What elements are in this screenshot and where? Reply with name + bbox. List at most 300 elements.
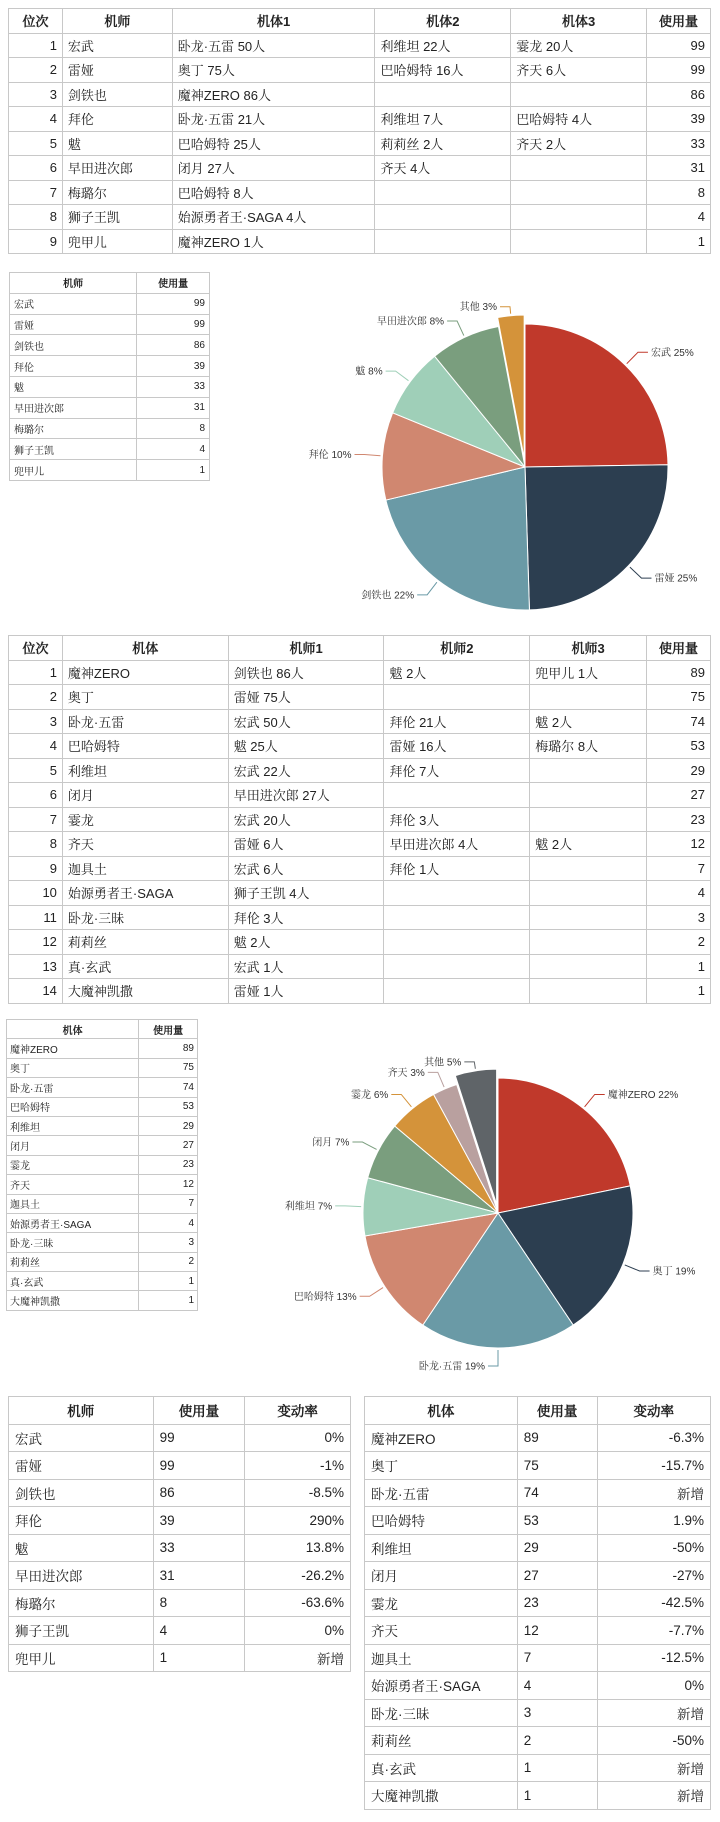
pie-leader-line	[360, 1288, 383, 1297]
table-cell: 99	[647, 58, 711, 83]
table-cell: 齐天 4人	[375, 156, 511, 181]
table-cell: 拜伦	[10, 356, 137, 377]
table-cell: 魔神ZERO 1人	[172, 229, 375, 254]
table-cell: 齐天 2人	[511, 131, 647, 156]
table-row	[365, 1589, 711, 1617]
table-cell: 23	[139, 1155, 198, 1174]
header-cell: 使用量	[153, 1397, 245, 1425]
table-cell: 31	[647, 156, 711, 181]
header-cell: 使用量	[517, 1397, 597, 1425]
header-cell: 机体2	[375, 9, 511, 34]
table-cell: 狮子王凯	[62, 205, 172, 230]
table-cell: -12.5%	[597, 1644, 711, 1672]
table-cell: 27	[647, 783, 711, 808]
table-cell: 39	[647, 107, 711, 132]
table-cell: 剑铁也	[9, 1479, 154, 1507]
pilot-change-table	[8, 1396, 351, 1672]
table-cell: 33	[647, 131, 711, 156]
table-cell: 新增	[597, 1479, 711, 1507]
table-cell: 75	[647, 685, 711, 710]
table-cell: 早田进次郎	[9, 1562, 154, 1590]
table-cell: 利维坦 7人	[375, 107, 511, 132]
table-cell: 迦具土	[365, 1644, 518, 1672]
header-cell: 变动率	[245, 1397, 351, 1425]
header-cell: 机体	[7, 1020, 139, 1039]
table-cell: 魃	[10, 376, 137, 397]
table-cell: 剑铁也 86人	[228, 660, 384, 685]
table-cell: 巴哈姆特 4人	[511, 107, 647, 132]
table-cell: 莉莉丝	[7, 1252, 139, 1271]
table-cell: 2	[9, 685, 63, 710]
pie-slice-label: 其他 5%	[424, 1057, 462, 1069]
table-cell: 4	[153, 1617, 245, 1645]
table-cell: 早田进次郎 27人	[228, 783, 384, 808]
pie-slice-label: 魃 8%	[355, 366, 383, 378]
table-cell: 始源勇者王·SAGA	[7, 1213, 139, 1232]
table-cell: 巴哈姆特 25人	[172, 131, 375, 156]
table-cell: 9	[9, 229, 63, 254]
table-cell: -6.3%	[597, 1424, 711, 1452]
table-row	[365, 1479, 711, 1507]
table-cell: 新增	[245, 1644, 351, 1672]
table-cell: 1	[153, 1644, 245, 1672]
table-row	[365, 1507, 711, 1535]
header-cell: 机师	[10, 273, 137, 294]
header-cell: 使用量	[647, 636, 711, 661]
table-cell: 5	[9, 758, 63, 783]
table-row	[365, 1754, 711, 1782]
table-cell: 4	[9, 734, 63, 759]
table-cell: 75	[139, 1058, 198, 1077]
table-cell: 霎龙	[7, 1155, 139, 1174]
header-cell: 机师	[9, 1397, 154, 1425]
table-cell: 6	[9, 783, 63, 808]
table-cell: 1	[647, 954, 711, 979]
table-cell: 10	[9, 881, 63, 906]
table-cell: 齐天	[365, 1617, 518, 1645]
table-cell: 14	[9, 979, 63, 1004]
table-cell: 拜伦 7人	[384, 758, 530, 783]
table-cell: 宏武 20人	[228, 807, 384, 832]
table-cell: 89	[139, 1039, 198, 1058]
table-cell: 奥丁	[365, 1452, 518, 1480]
table-cell: 魃	[9, 1534, 154, 1562]
table-cell: 33	[137, 376, 210, 397]
table-cell: -8.5%	[245, 1479, 351, 1507]
table-cell: 梅璐尔	[10, 418, 137, 439]
table-cell: 梅璐尔	[9, 1589, 154, 1617]
table-cell: 始源勇者王·SAGA	[365, 1672, 518, 1700]
table-cell: 12	[139, 1175, 198, 1194]
table-cell: 宏武 6人	[228, 856, 384, 881]
table-cell: 早田进次郎	[10, 397, 137, 418]
table-cell: 梅璐尔	[62, 180, 172, 205]
table-cell: 29	[517, 1534, 597, 1562]
table-row	[365, 1644, 711, 1672]
table-cell: 7	[517, 1644, 597, 1672]
header-cell: 位次	[9, 636, 63, 661]
table-cell: 27	[139, 1136, 198, 1155]
pie-leader-line	[335, 1206, 361, 1207]
table-cell: 1	[647, 979, 711, 1004]
table-cell: 7	[647, 856, 711, 881]
pie-slice-label: 宏武 25%	[650, 347, 694, 359]
table-cell: 7	[9, 180, 63, 205]
table-cell: 4	[647, 881, 711, 906]
table-cell: 99	[153, 1424, 245, 1452]
table-cell: 卧龙·三昧	[365, 1699, 518, 1727]
table-cell: -50%	[597, 1534, 711, 1562]
table-cell: 290%	[245, 1507, 351, 1535]
table-cell: 8	[9, 832, 63, 857]
table-cell: 74	[139, 1078, 198, 1097]
table-cell: 99	[137, 314, 210, 335]
table-cell: 魔神ZERO 86人	[172, 82, 375, 107]
table-row	[365, 1699, 711, 1727]
pie-slice-label: 奥丁 19%	[652, 1266, 696, 1278]
table-cell: 8	[137, 418, 210, 439]
table-cell: 1.9%	[597, 1507, 711, 1535]
table-cell: 真·玄武	[62, 954, 228, 979]
table-row	[365, 1617, 711, 1645]
header-cell: 机体3	[511, 9, 647, 34]
table-cell: -27%	[597, 1562, 711, 1590]
table-cell: 12	[647, 832, 711, 857]
table-cell: 剑铁也	[62, 82, 172, 107]
table-cell: 29	[139, 1116, 198, 1135]
header-cell: 使用量	[647, 9, 711, 34]
table-cell: 闭月 27人	[172, 156, 375, 181]
table-cell: 29	[647, 758, 711, 783]
table-cell: 利维坦	[7, 1116, 139, 1135]
table-cell: 闭月	[62, 783, 228, 808]
table-cell: -26.2%	[245, 1562, 351, 1590]
pie-leader-line	[625, 1265, 650, 1271]
table-cell: 99	[153, 1452, 245, 1480]
table-cell: 巴哈姆特	[62, 734, 228, 759]
pie-leader-line	[585, 1094, 605, 1106]
table-cell: 兜甲儿	[62, 229, 172, 254]
table-cell: 奥丁	[62, 685, 228, 710]
table-cell: 1	[139, 1272, 198, 1291]
table-cell: 4	[9, 107, 63, 132]
header-cell: 位次	[9, 9, 63, 34]
table-cell: 大魔神凯撒	[7, 1291, 139, 1310]
table-cell: 剑铁也	[10, 335, 137, 356]
table-cell: 2	[517, 1727, 597, 1755]
table-cell: 31	[153, 1562, 245, 1590]
table-cell: 利维坦	[365, 1534, 518, 1562]
table-cell: 8	[153, 1589, 245, 1617]
table-cell: 1	[139, 1291, 198, 1310]
table-cell: 卧龙·五雷	[365, 1479, 518, 1507]
table-cell: 1	[517, 1754, 597, 1782]
table-cell: 梅璐尔 8人	[530, 734, 647, 759]
table-row	[9, 1644, 351, 1672]
table-cell: 7	[9, 807, 63, 832]
header-cell: 机体	[365, 1397, 518, 1425]
table-row	[9, 1562, 351, 1590]
table-cell: 莉莉丝 2人	[375, 131, 511, 156]
pie-slice-label: 利维坦 7%	[284, 1201, 333, 1213]
pie-leader-line	[428, 1072, 444, 1087]
table-cell: 兜甲儿	[10, 460, 137, 481]
table-cell: 利维坦	[62, 758, 228, 783]
table-cell: 卧龙·五雷 21人	[172, 107, 375, 132]
table-cell: 巴哈姆特 16人	[375, 58, 511, 83]
table-cell: 大魔神凯撒	[62, 979, 228, 1004]
table-cell: 魃 2人	[384, 660, 530, 685]
table-cell: 始源勇者王·SAGA	[62, 881, 228, 906]
table-cell: 狮子王凯	[10, 439, 137, 460]
table-cell: 魃 25人	[228, 734, 384, 759]
table-cell: 4	[139, 1213, 198, 1232]
table-row	[365, 1782, 711, 1810]
table-cell: 3	[647, 905, 711, 930]
table-cell: 奥丁 75人	[172, 58, 375, 83]
table-cell: 卧龙·三昧	[62, 905, 228, 930]
table-cell: 魃	[62, 131, 172, 156]
table-cell: 雷娅	[10, 314, 137, 335]
table-cell: 0%	[245, 1424, 351, 1452]
table-header-row	[365, 1397, 711, 1425]
table-cell: 74	[647, 709, 711, 734]
table-cell: 雷娅 1人	[228, 979, 384, 1004]
table-cell: 宏武	[10, 293, 137, 314]
table-cell: 霎龙	[365, 1589, 518, 1617]
table-cell: 拜伦 21人	[384, 709, 530, 734]
table-cell: 86	[153, 1479, 245, 1507]
table-cell: 13	[9, 954, 63, 979]
pie-slice-label: 其他 3%	[459, 302, 497, 314]
table-cell: 奥丁	[7, 1058, 139, 1077]
table-cell: -42.5%	[597, 1589, 711, 1617]
table-cell: 6	[9, 156, 63, 181]
pie-leader-line	[464, 1062, 475, 1069]
table-cell: 4	[647, 205, 711, 230]
table-cell: 卧龙·五雷 50人	[172, 33, 375, 58]
table-cell: 7	[139, 1194, 198, 1213]
header-cell: 使用量	[139, 1020, 198, 1039]
table-cell: 4	[137, 439, 210, 460]
table-cell: 拜伦 3人	[228, 905, 384, 930]
table-cell: 魃 2人	[228, 930, 384, 955]
table-cell: 雷娅	[9, 1452, 154, 1480]
pie-slice-label: 拜伦 10%	[308, 449, 352, 461]
table-cell: 新增	[597, 1699, 711, 1727]
pie-leader-line	[352, 1142, 376, 1149]
table-cell: 3	[9, 82, 63, 107]
table-cell: 真·玄武	[365, 1754, 518, 1782]
table-cell: 拜伦	[9, 1507, 154, 1535]
table-cell: 迦具土	[62, 856, 228, 881]
table-header-row	[9, 1397, 351, 1425]
table-row	[9, 1617, 351, 1645]
table-cell: 雷娅 16人	[384, 734, 530, 759]
table-cell: -63.6%	[245, 1589, 351, 1617]
table-cell: 宏武 50人	[228, 709, 384, 734]
header-cell: 机体	[62, 636, 228, 661]
pie-slice-label: 魔神ZERO 22%	[607, 1089, 679, 1101]
table-cell: 74	[517, 1479, 597, 1507]
table-cell: 39	[153, 1507, 245, 1535]
table-cell: 宏武 22人	[228, 758, 384, 783]
table-cell: 3	[9, 709, 63, 734]
table-cell: 巴哈姆特	[365, 1507, 518, 1535]
table-cell: 11	[9, 905, 63, 930]
header-cell: 使用量	[137, 273, 210, 294]
table-cell: 始源勇者王·SAGA 4人	[172, 205, 375, 230]
table-cell: 卧龙·五雷	[62, 709, 228, 734]
header-cell: 机师	[62, 9, 172, 34]
table-cell: 拜伦 3人	[384, 807, 530, 832]
table-cell: 宏武	[62, 33, 172, 58]
table-cell: 1	[647, 229, 711, 254]
table-cell: 齐天 6人	[511, 58, 647, 83]
table-cell: 0%	[597, 1672, 711, 1700]
table-cell: 莉莉丝	[62, 930, 228, 955]
table-cell: 巴哈姆特 8人	[172, 180, 375, 205]
table-cell: 3	[139, 1233, 198, 1252]
table-row	[365, 1562, 711, 1590]
table-cell: 1	[137, 460, 210, 481]
table-cell: 拜伦 1人	[384, 856, 530, 881]
table-cell: 2	[647, 930, 711, 955]
table-cell: 33	[153, 1534, 245, 1562]
table-cell: 迦具土	[7, 1194, 139, 1213]
table-cell: 狮子王凯 4人	[228, 881, 384, 906]
table-cell: 宏武 1人	[228, 954, 384, 979]
table-cell: -50%	[597, 1727, 711, 1755]
table-cell: 1	[9, 33, 63, 58]
table-cell: 魃 2人	[530, 709, 647, 734]
header-cell: 机体1	[172, 9, 375, 34]
table-cell: 真·玄武	[7, 1272, 139, 1291]
table-cell: 莉莉丝	[365, 1727, 518, 1755]
table-cell: 宏武	[9, 1424, 154, 1452]
table-cell: 4	[517, 1672, 597, 1700]
table-cell: 99	[137, 293, 210, 314]
table-cell: 13.8%	[245, 1534, 351, 1562]
table-cell: 早田进次郎 4人	[384, 832, 530, 857]
table-cell: 利维坦 22人	[375, 33, 511, 58]
table-cell: 0%	[245, 1617, 351, 1645]
table-cell: 拜伦	[62, 107, 172, 132]
table-cell: 86	[137, 335, 210, 356]
table-cell: 5	[9, 131, 63, 156]
table-cell: 早田进次郎	[62, 156, 172, 181]
pie-slice-label: 雷娅 25%	[654, 573, 698, 585]
table-cell: 魔神ZERO	[7, 1039, 139, 1058]
table-cell: 霎龙	[62, 807, 228, 832]
table-cell: 53	[517, 1507, 597, 1535]
table-cell: 闭月	[7, 1136, 139, 1155]
table-cell: 39	[137, 356, 210, 377]
table-cell: 雷娅 75人	[228, 685, 384, 710]
table-cell: 3	[517, 1699, 597, 1727]
table-cell: 75	[517, 1452, 597, 1480]
table-row	[365, 1727, 711, 1755]
table-cell: 31	[137, 397, 210, 418]
table-cell: 魃 2人	[530, 832, 647, 857]
table-cell: 2	[139, 1252, 198, 1271]
header-cell: 变动率	[597, 1397, 711, 1425]
table-cell: 53	[139, 1097, 198, 1116]
table-row	[9, 1479, 351, 1507]
table-row	[9, 1589, 351, 1617]
table-row	[365, 1452, 711, 1480]
table-row	[9, 1424, 351, 1452]
table-cell: 卧龙·五雷	[7, 1078, 139, 1097]
table-cell: 23	[517, 1589, 597, 1617]
header-cell: 机师3	[530, 636, 647, 661]
table-cell: -7.7%	[597, 1617, 711, 1645]
table-cell: 1	[517, 1782, 597, 1810]
pie-slice-label: 齐天 3%	[387, 1067, 425, 1079]
table-cell: 86	[647, 82, 711, 107]
table-cell: 卧龙·三昧	[7, 1233, 139, 1252]
table-cell: 齐天	[7, 1175, 139, 1194]
table-cell: 2	[9, 58, 63, 83]
pie-slice-label: 卧龙·五雷 19%	[418, 1361, 485, 1373]
table-cell: 狮子王凯	[9, 1617, 154, 1645]
table-cell: 兜甲儿	[9, 1644, 154, 1672]
table-cell: 魔神ZERO	[62, 660, 228, 685]
table-cell: 新增	[597, 1782, 711, 1810]
header-cell: 机师2	[384, 636, 530, 661]
header-cell: 机师1	[228, 636, 384, 661]
table-cell: 89	[517, 1424, 597, 1452]
pie-slice-label: 早田进次郎 8%	[376, 316, 445, 328]
table-cell: 闭月	[365, 1562, 518, 1590]
table-row	[9, 1534, 351, 1562]
pie-slice-label: 剑铁也 22%	[361, 590, 415, 602]
table-cell: 雷娅 6人	[228, 832, 384, 857]
table-cell: -1%	[245, 1452, 351, 1480]
pie-leader-line	[391, 1094, 411, 1106]
table-cell: 8	[647, 180, 711, 205]
table-cell: 大魔神凯撒	[365, 1782, 518, 1810]
table-cell: 齐天	[62, 832, 228, 857]
table-cell: -15.7%	[597, 1452, 711, 1480]
table-cell: 8	[9, 205, 63, 230]
table-cell: 12	[9, 930, 63, 955]
table-cell: 53	[647, 734, 711, 759]
table-cell: 1	[9, 660, 63, 685]
pie-slice-label: 巴哈姆特 13%	[293, 1291, 357, 1303]
table-cell: 新增	[597, 1754, 711, 1782]
table-row	[365, 1534, 711, 1562]
table-cell: 魔神ZERO	[365, 1424, 518, 1452]
pie-slice-label: 霎龙 6%	[351, 1089, 389, 1101]
table-cell: 兜甲儿 1人	[530, 660, 647, 685]
pie-slice-label: 闭月 7%	[312, 1137, 350, 1149]
pie-leader-line	[488, 1350, 498, 1366]
table-row	[365, 1424, 711, 1452]
table-cell: 89	[647, 660, 711, 685]
table-cell: 12	[517, 1617, 597, 1645]
table-row	[365, 1672, 711, 1700]
table-cell: 99	[647, 33, 711, 58]
table-cell: 27	[517, 1562, 597, 1590]
table-cell: 9	[9, 856, 63, 881]
table-cell: 23	[647, 807, 711, 832]
table-cell: 巴哈姆特	[7, 1097, 139, 1116]
table-row	[9, 1507, 351, 1535]
table-cell: 雷娅	[62, 58, 172, 83]
table-row	[9, 1452, 351, 1480]
table-cell: 霎龙 20人	[511, 33, 647, 58]
